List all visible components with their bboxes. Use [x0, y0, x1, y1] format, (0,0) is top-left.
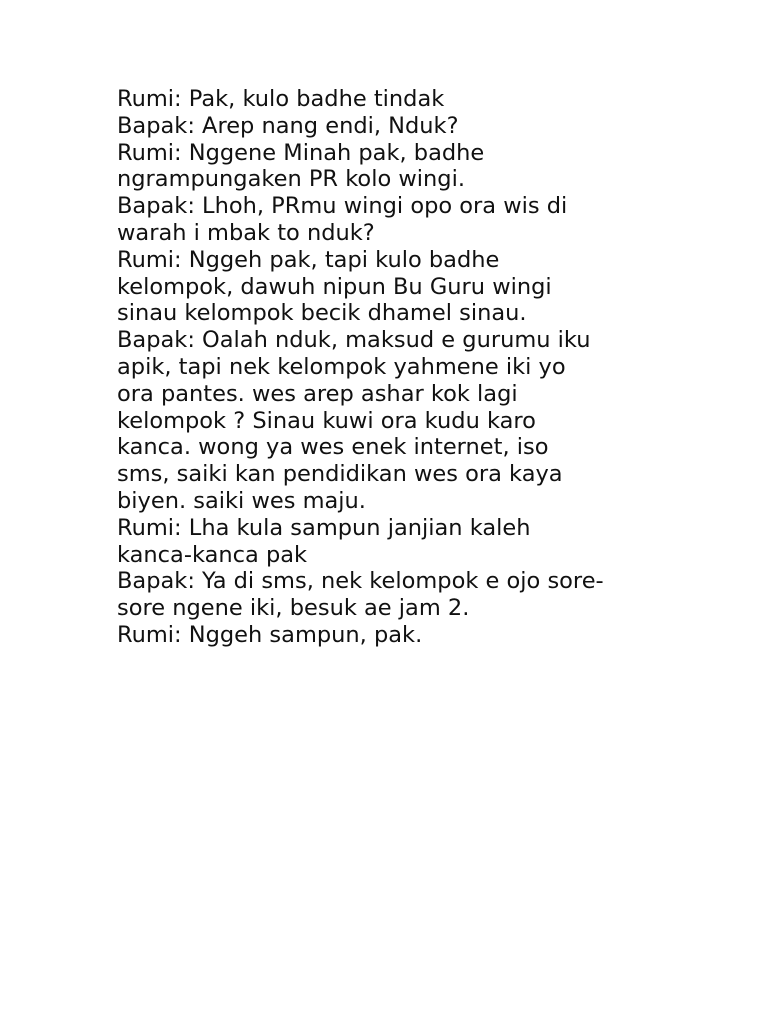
text-line: Rumi: Nggeh pak, tapi kulo badhe [117, 246, 500, 273]
text-line: kanca-kanca pak [117, 541, 308, 568]
text-line: kelompok, dawuh nipun Bu Guru wingi [117, 273, 552, 300]
text-line: kelompok ? Sinau kuwi ora kudu karo [117, 407, 536, 434]
text-line: Bapak: Oalah nduk, maksud e gurumu iku [117, 327, 591, 354]
text-line: Rumi: Lha kula sampun janjian kaleh [117, 514, 531, 541]
text-line: Bapak: Ya di sms, nek kelompok e ojo sore- [117, 568, 604, 595]
text-line: apik, tapi nek kelompok yahmene iki yo [117, 353, 566, 380]
text-line: ngrampungaken PR kolo wingi. [117, 166, 465, 193]
text-line: warah i mbak to nduk? [117, 219, 375, 246]
text-line: Bapak: Lhoh, PRmu wingi opo ora wis di [117, 193, 568, 220]
text-line: kanca. wong ya wes enek internet, iso [117, 434, 549, 461]
text-line: Rumi: Nggeh sampun, pak. [117, 621, 423, 648]
text-line: sinau kelompok becik dhamel sinau. [117, 300, 527, 327]
dialogue-text [117, 86, 677, 649]
text-line: Bapak: Arep nang endi, Nduk? [117, 112, 459, 139]
text-line: biyen. saiki wes maju. [117, 487, 366, 514]
text-line: Rumi: Nggene Minah pak, badhe [117, 139, 485, 166]
text-line: sms, saiki kan pendidikan wes ora kaya [117, 461, 563, 488]
text-line: Rumi: Pak, kulo badhe tindak [117, 86, 445, 112]
text-line: ora pantes. wes arep ashar kok lagi [117, 380, 518, 407]
text-line: sore ngene iki, besuk ae jam 2. [117, 595, 470, 622]
